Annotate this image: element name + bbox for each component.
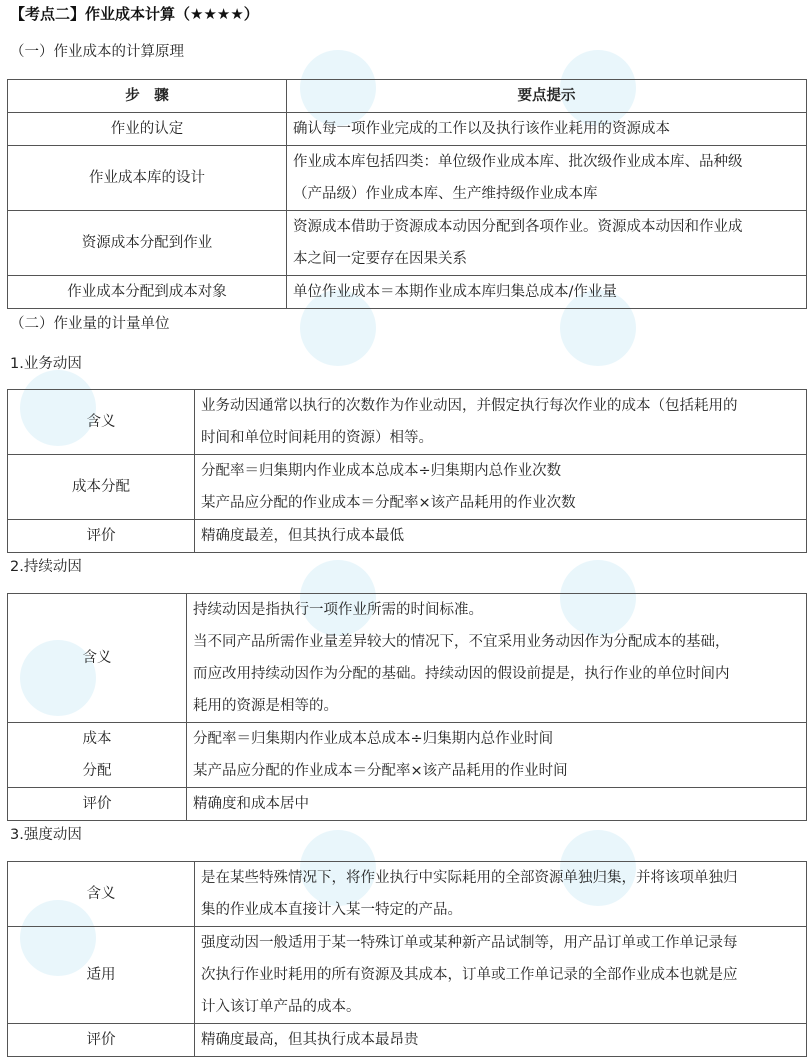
table-row [8,211,807,276]
duration-driver-heading: 2.持续动因 [10,559,82,575]
transaction-driver-table [7,389,807,553]
table-row [8,723,807,788]
step-cell: 作业成本库的设计 [8,146,287,211]
page-title: 【考点二】作业成本计算（★★★★） [10,5,259,23]
table-row [8,113,807,146]
table-row [8,927,807,1024]
header-points: 要点提示 [287,80,807,113]
content-cell: 强度动因一般适用于某一特殊订单或某种新产品试制等，用产品订单或工作单记录每 次执行作业时耗用的所有资源及其成本，订单或工作单记录的全部作业成本也就是应 计入该订单产品的成本。 [195,927,807,1024]
step-cell: 作业的认定 [8,113,287,146]
content-cell: 精确度和成本居中 [187,788,807,821]
intensity-driver-heading: 3.强度动因 [10,827,82,843]
content-cell: 是在某些特殊情况下，将作业执行中实际耗用的全部资源单独归集，并将该项单独归 集的作业成本直接计入某一特定的产品。 [195,862,807,927]
label-cell: 成本 分配 [8,723,187,788]
points-cell: 资源成本借助于资源成本动因分配到各项作业。资源成本动因和作业成 本之间一定要存在因果关系 [287,211,807,276]
step-cell: 资源成本分配到作业 [8,211,287,276]
table-row [8,594,807,723]
label-cell: 评价 [8,520,195,553]
label-cell: 评价 [8,788,187,821]
table-row [8,390,807,455]
transaction-driver-heading: 1.业务动因 [10,356,82,372]
points-cell: 确认每一项作业完成的工作以及执行该作业耗用的资源成本 [287,113,807,146]
table-row [8,146,807,211]
header-step: 步 骤 [8,80,287,113]
table-row [8,276,807,309]
table-row [8,862,807,927]
label-cell: 适用 [8,927,195,1024]
duration-driver-table [7,593,807,821]
table-row [8,1024,807,1057]
table-row [8,455,807,520]
content-cell: 业务动因通常以执行的次数作为作业动因，并假定执行每次作业的成本（包括耗用的 时间和单位时间耗用的资源）相等。 [195,390,807,455]
table-row [8,788,807,821]
content-cell: 精确度最高，但其执行成本最昂贵 [195,1024,807,1057]
label-cell: 含义 [8,594,187,723]
label-cell: 含义 [8,390,195,455]
principle-table [7,79,807,309]
points-cell: 作业成本库包括四类：单位级作业成本库、批次级作业成本库、品种级 （产品级）作业成本库、生产维持级作业成本库 [287,146,807,211]
content-cell: 分配率＝归集期内作业成本总成本÷归集期内总作业时间 某产品应分配的作业成本＝分配率×该产品耗用的作业时间 [187,723,807,788]
intensity-driver-table [7,861,807,1057]
step-cell: 作业成本分配到成本对象 [8,276,287,309]
content-cell: 分配率＝归集期内作业成本总成本÷归集期内总作业次数 某产品应分配的作业成本＝分配率×该产品耗用的作业次数 [195,455,807,520]
content-cell: 精确度最差，但其执行成本最低 [195,520,807,553]
label-cell: 评价 [8,1024,195,1057]
table-row [8,520,807,553]
label-cell: 含义 [8,862,195,927]
section2-heading: （二）作业量的计量单位 [10,316,170,332]
points-cell: 单位作业成本＝本期作业成本库归集总成本/作业量 [287,276,807,309]
label-cell: 成本分配 [8,455,195,520]
table-header-row [8,80,807,113]
content-cell: 持续动因是指执行一项作业所需的时间标准。 当不同产品所需作业量差异较大的情况下，不宜采用业务动因作为分配成本的基础， 而应改用持续动因作为分配的基础。持续动因的假设前提是，执行作业的单位时间内 耗用的资源是相等的。 [187,594,807,723]
section1-heading: （一）作业成本的计算原理 [10,44,184,60]
